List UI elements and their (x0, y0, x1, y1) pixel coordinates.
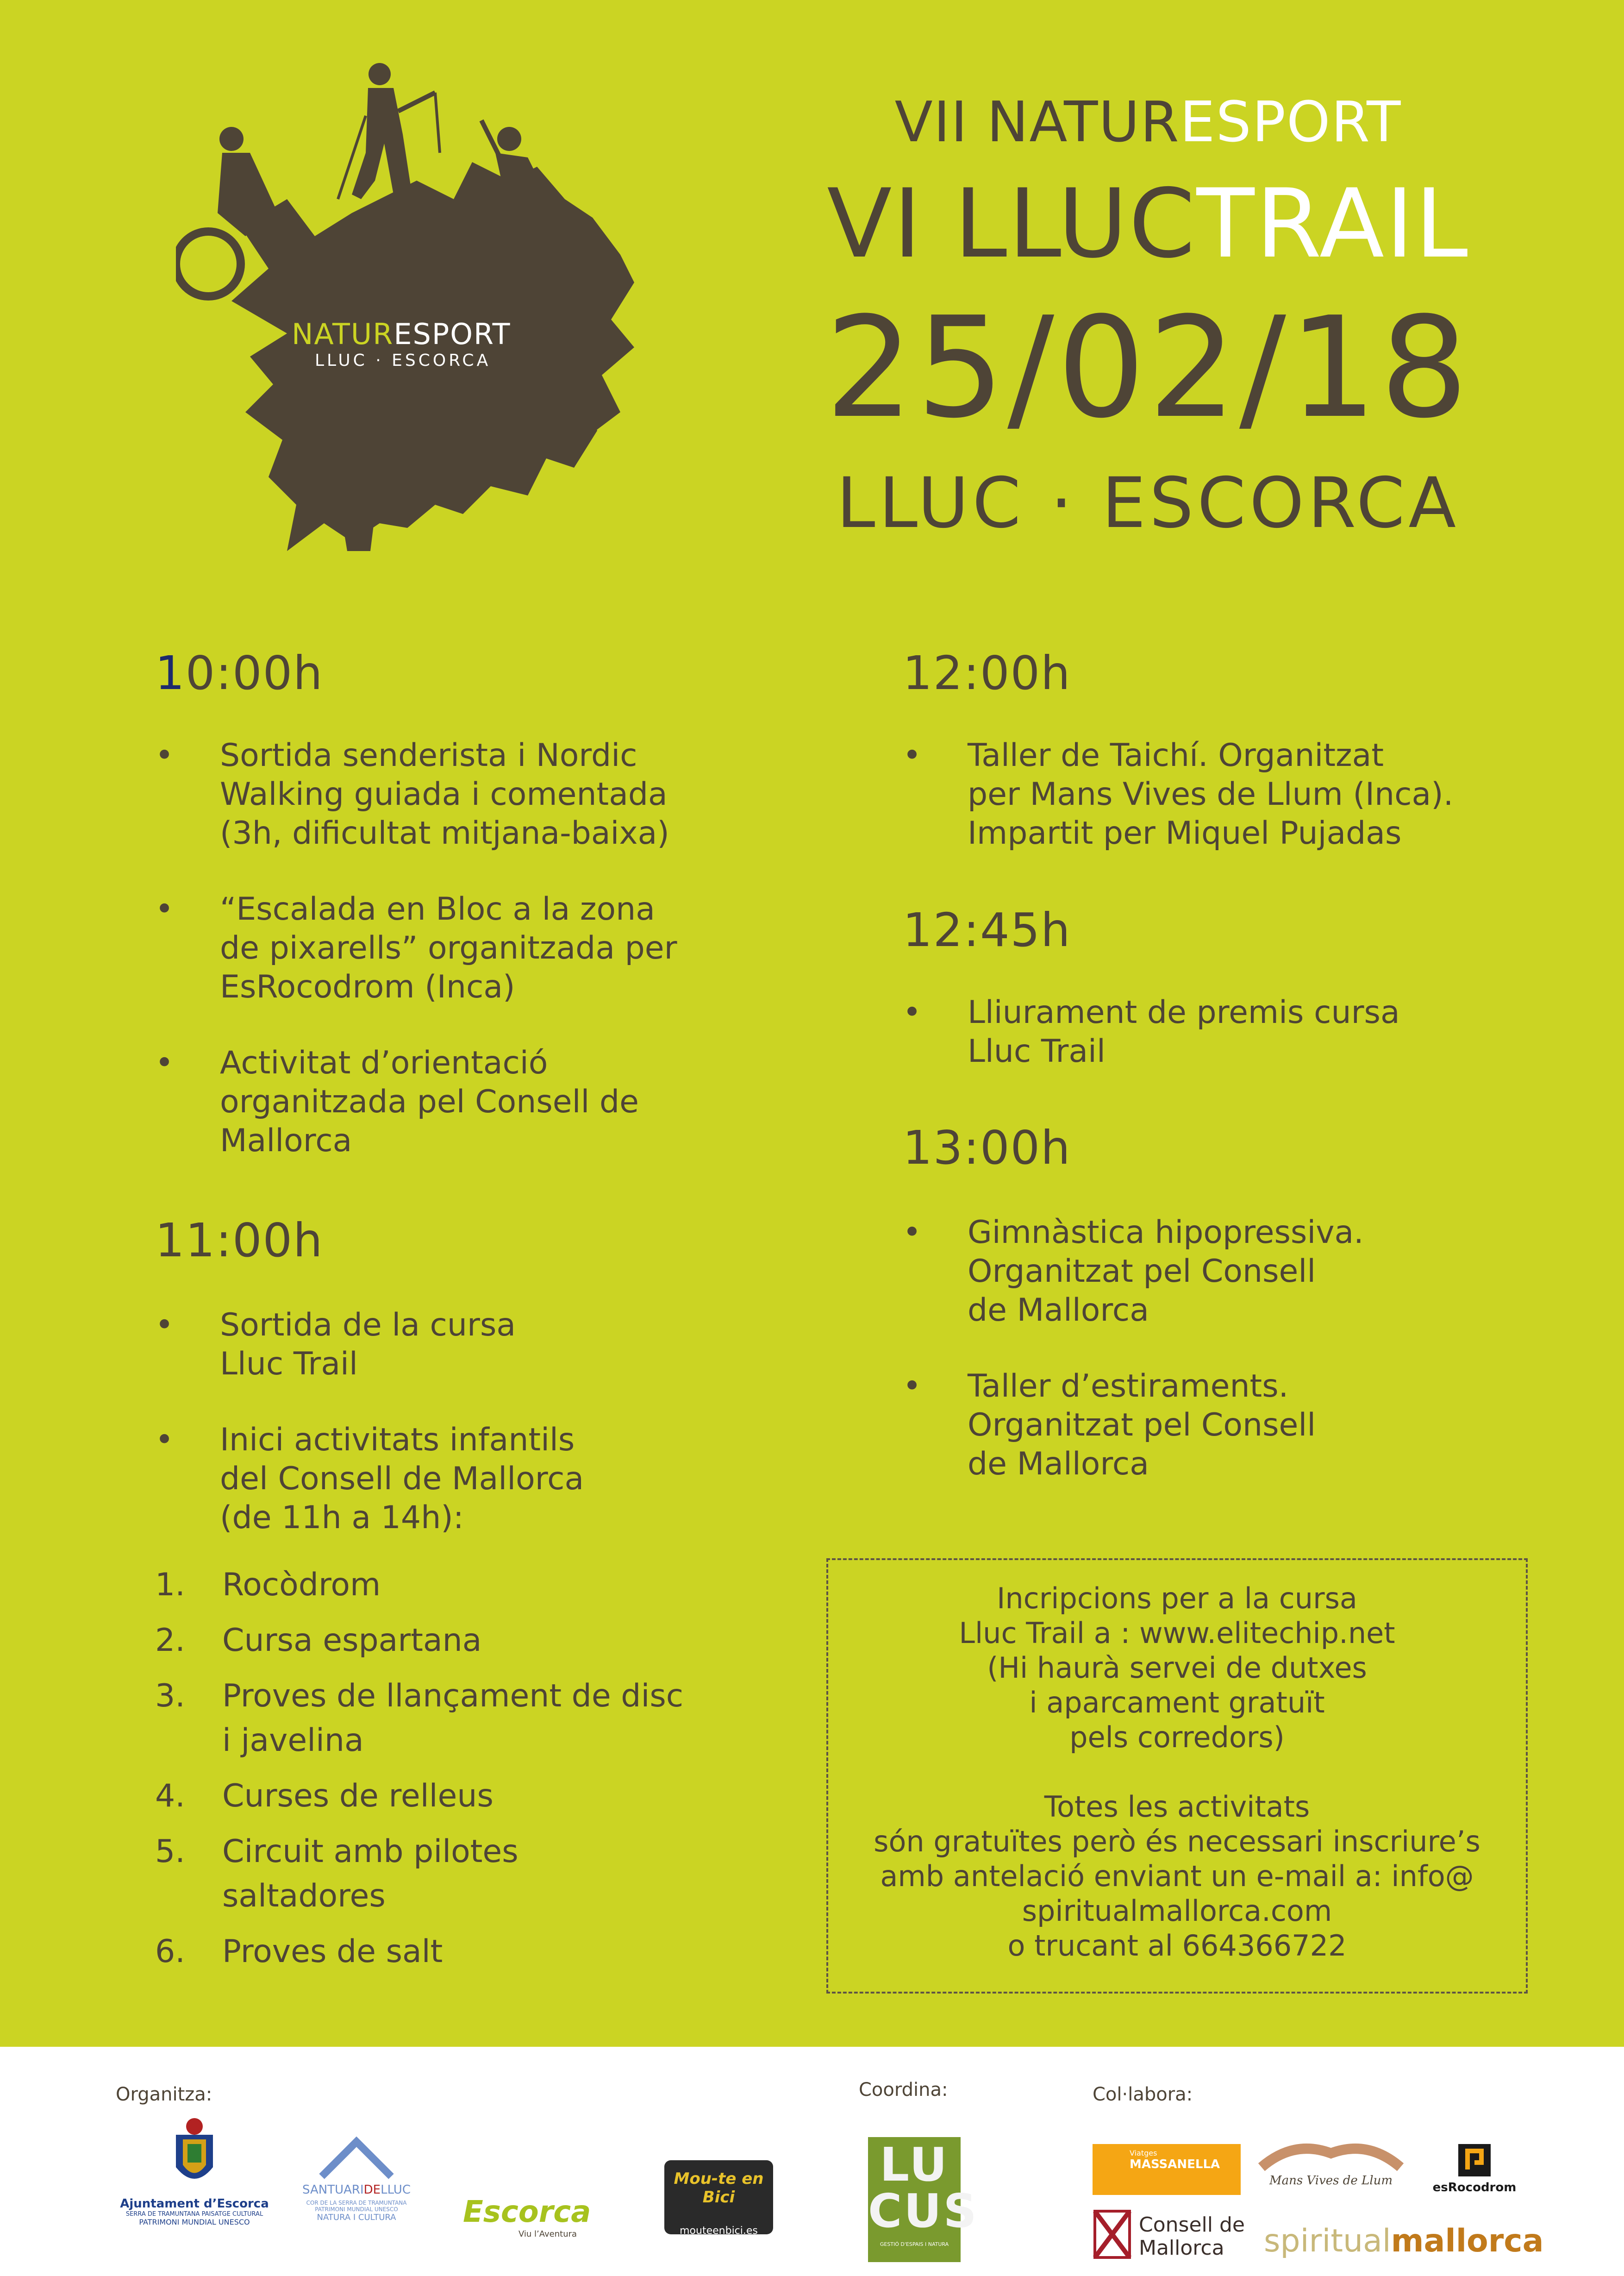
sponsor-esrocodrom (1430, 2142, 1518, 2202)
sponsor-mans-vives (1255, 2139, 1407, 2195)
massanella-name: MASSANELLA (1130, 2157, 1220, 2171)
info-line: Lluc Trail a : www.elitechip.net (959, 1616, 1395, 1650)
event-line-1-dark: VII NATUR (894, 90, 1180, 155)
item-line: Rocòdrom (222, 1567, 381, 1603)
logo-brand-light: ESPORT (394, 317, 511, 351)
spiritual-part-a: spiritual (1264, 2223, 1391, 2259)
item-line: Organitzat pel Consell (968, 1407, 1316, 1443)
item-line: (de 11h a 14h): (220, 1499, 464, 1536)
activities-1300 (903, 1213, 1574, 1521)
santuari-sub1: COR DE LA SERRA DE TRAMUNTANA (306, 2200, 407, 2206)
coordina-label: Coordina: (859, 2079, 948, 2100)
item-line: EsRocodrom (Inca) (220, 969, 515, 1005)
activities-1100 (155, 1306, 757, 1537)
item-line: Sortida de la cursa (220, 1307, 516, 1343)
list-item (903, 1213, 1574, 1330)
time-1200 (903, 646, 1071, 700)
coat-of-arms-icon (162, 2116, 227, 2195)
lucus-line-1: LU (880, 2138, 949, 2192)
lucus-tagline: GESTIÓ D'ESPAIS I NATURA (880, 2241, 949, 2247)
item-line: Lluc Trail (968, 1033, 1106, 1070)
item-line: Inici activitats infantils (220, 1422, 575, 1458)
item-line: de Mallorca (968, 1446, 1149, 1482)
sponsor-escorca-aventura (463, 2195, 630, 2260)
moute-logo-text: Mou-te en Bici (674, 2169, 764, 2207)
rocodrom-icon (1456, 2142, 1493, 2179)
item-number: 6. (155, 1933, 185, 1970)
item-line: Mallorca (220, 1122, 352, 1159)
item-line: Curses de relleus (222, 1778, 493, 1814)
santuari-b: DE (363, 2183, 381, 2197)
list-item (155, 1563, 757, 1607)
santuari-sub2: PATRIMONI MUNDIAL UNESCO (315, 2206, 398, 2213)
item-line: Walking guiada i comentada (220, 776, 668, 813)
santuari-a: SANTUARI (302, 2183, 364, 2197)
list-item (155, 1674, 757, 1763)
item-line: del Consell de Mallorca (220, 1461, 584, 1497)
esrocodrom-name: esRocodrom (1432, 2181, 1517, 2194)
naturesport-silhouette (176, 60, 667, 560)
event-place: LLUC · ESCORCA (836, 463, 1460, 544)
list-item (155, 1044, 757, 1160)
item-line: Circuit amb pilotes (222, 1833, 518, 1870)
hands-icon (1257, 2139, 1405, 2172)
activities-1200 (903, 736, 1574, 890)
lucus-line-2: CUS (868, 2184, 979, 2238)
consell-line-2: Mallorca (1139, 2236, 1224, 2260)
item-line: Sortida senderista i Nordic (220, 737, 637, 774)
ajuntament-name: Ajuntament d’Escorca (120, 2197, 269, 2211)
list-item (155, 1774, 757, 1818)
item-number: 2. (155, 1622, 185, 1659)
sponsor-consell-mallorca (1093, 2209, 1250, 2269)
activities-1000 (155, 736, 757, 1198)
info-line: spiritualmallorca.com (1022, 1894, 1332, 1928)
list-item (155, 1306, 757, 1384)
item-line: Taller de Taichí. Organitzat (968, 737, 1384, 774)
time-1000-label: 10:00h (155, 646, 324, 700)
list-item (155, 736, 757, 853)
santuari-sub3: NATURA I CULTURA (317, 2213, 396, 2222)
roof-icon (317, 2135, 396, 2181)
info-line: (Hi haurà servei de dutxes (987, 1651, 1367, 1685)
logo-subtitle: LLUC · ESCORCA (315, 351, 491, 370)
item-line: saltadores (222, 1878, 386, 1914)
item-line: Organitzat pel Consell (968, 1253, 1316, 1290)
massanella-small: Viatges (1130, 2149, 1157, 2157)
bullet-icon: • (155, 737, 174, 774)
escorca-tagline: Viu l’Aventura (518, 2229, 577, 2239)
naturesport-logo (176, 60, 667, 560)
time-1000 (155, 646, 324, 700)
event-line-2 (759, 169, 1537, 279)
consell-shield-icon (1093, 2209, 1132, 2260)
registration-info-box (826, 1558, 1528, 1994)
list-item (155, 1618, 757, 1663)
list-item (155, 890, 757, 1007)
sponsor-lucus (868, 2137, 979, 2262)
time-1100-label: 11:00h (155, 1213, 324, 1267)
logo-brand (292, 317, 511, 351)
item-line: de pixarells” organitzada per (220, 930, 677, 966)
event-line-2-dark: VI LLUC (827, 169, 1197, 279)
ajuntament-sub1: SERRA DE TRAMUNTANA PAISATGE CULTURAL (125, 2211, 263, 2218)
list-item (903, 1367, 1574, 1484)
item-line: i javelina (222, 1722, 364, 1759)
consell-line-1: Consell de (1139, 2213, 1245, 2237)
item-line: “Escalada en Bloc a la zona (220, 891, 655, 928)
list-item (155, 1421, 757, 1537)
info-line: amb antelació enviant un e-mail a: info@ (880, 1859, 1474, 1893)
item-line: Lluc Trail (220, 1346, 358, 1382)
escorca-logo-text: Escorca (463, 2195, 591, 2229)
bullet-icon: • (155, 1045, 174, 1081)
spiritual-part-b: mallorca (1391, 2223, 1544, 2259)
sponsor-santuari-lluc (287, 2135, 426, 2269)
item-number: 3. (155, 1678, 185, 1714)
item-line: per Mans Vives de Llum (Inca). (968, 776, 1454, 813)
item-line: Taller d’estiraments. (968, 1368, 1289, 1404)
sponsor-massanella (1093, 2144, 1241, 2195)
bullet-icon: • (903, 737, 922, 774)
list-item (155, 1830, 757, 1919)
info-line: són gratuïtes però és necessari inscriure’s (874, 1825, 1480, 1858)
time-1100 (155, 1213, 324, 1267)
item-line: organitzada pel Consell de (220, 1084, 639, 1120)
item-line: de Mallorca (968, 1292, 1149, 1329)
logo-brand-dark: NATUR (292, 317, 394, 351)
item-number: 4. (155, 1778, 185, 1814)
event-line-1-light: ESPORT (1180, 90, 1402, 155)
list-item (903, 736, 1574, 853)
collabora-label: Col·labora: (1093, 2084, 1193, 2105)
bullet-icon: • (903, 1214, 922, 1251)
bullet-icon: • (155, 891, 174, 928)
item-line: (3h, dificultat mitjana-baixa) (220, 815, 669, 852)
moute-url: mouteenbici.es (680, 2225, 758, 2237)
sponsor-spiritualmallorca (1264, 2223, 1542, 2264)
item-line: Cursa espartana (222, 1622, 482, 1659)
santuari-name (287, 2183, 426, 2197)
item-line: Proves de llançament de disc (222, 1678, 684, 1714)
item-line: Lliurament de premis cursa (968, 994, 1400, 1031)
sponsor-mouteenbici (664, 2160, 773, 2237)
children-activities (155, 1563, 757, 1985)
item-number: 5. (155, 1833, 185, 1870)
organitza-label: Organitza: (116, 2084, 212, 2105)
event-date: 25/02/18 (825, 287, 1471, 449)
time-1300 (903, 1121, 1071, 1175)
time-1245-label: 12:45h (903, 903, 1071, 957)
time-1000-first-digit: 1 (155, 646, 186, 700)
activities-1245 (903, 993, 1574, 1108)
registration-paragraph (828, 1581, 1526, 1755)
time-1200-label: 12:00h (903, 646, 1071, 700)
bullet-icon: • (155, 1307, 174, 1343)
item-line: Activitat d’orientació (220, 1045, 548, 1081)
time-1245 (903, 903, 1071, 957)
list-item (155, 1930, 757, 1974)
santuari-c: LLUC (381, 2183, 411, 2197)
item-line: Proves de salt (222, 1933, 443, 1970)
bullet-icon: • (903, 1368, 922, 1404)
info-line: Incripcions per a la cursa (997, 1581, 1357, 1615)
info-line: pels corredors) (1069, 1720, 1285, 1754)
sponsor-ajuntament-escorca (111, 2116, 278, 2269)
time-1300-label: 13:00h (903, 1121, 1071, 1175)
event-line-1 (759, 90, 1537, 155)
info-line: Totes les activitats (1044, 1790, 1310, 1824)
activities-free-paragraph (828, 1789, 1526, 1963)
item-line: Impartit per Miquel Pujadas (968, 815, 1402, 852)
item-number: 1. (155, 1567, 185, 1603)
mans-name: Mans Vives de Llum (1269, 2174, 1393, 2188)
bullet-icon: • (155, 1422, 174, 1458)
info-line: o trucant al 664366722 (1007, 1929, 1347, 1963)
list-item (903, 993, 1574, 1071)
item-line: Gimnàstica hipopressiva. (968, 1214, 1364, 1251)
info-line: i aparcament gratuït (1029, 1686, 1325, 1719)
bullet-icon: • (903, 994, 922, 1031)
ajuntament-sub2: PATRIMONI MUNDIAL UNESCO (139, 2218, 250, 2226)
event-line-2-light: TRAIL (1196, 169, 1469, 279)
